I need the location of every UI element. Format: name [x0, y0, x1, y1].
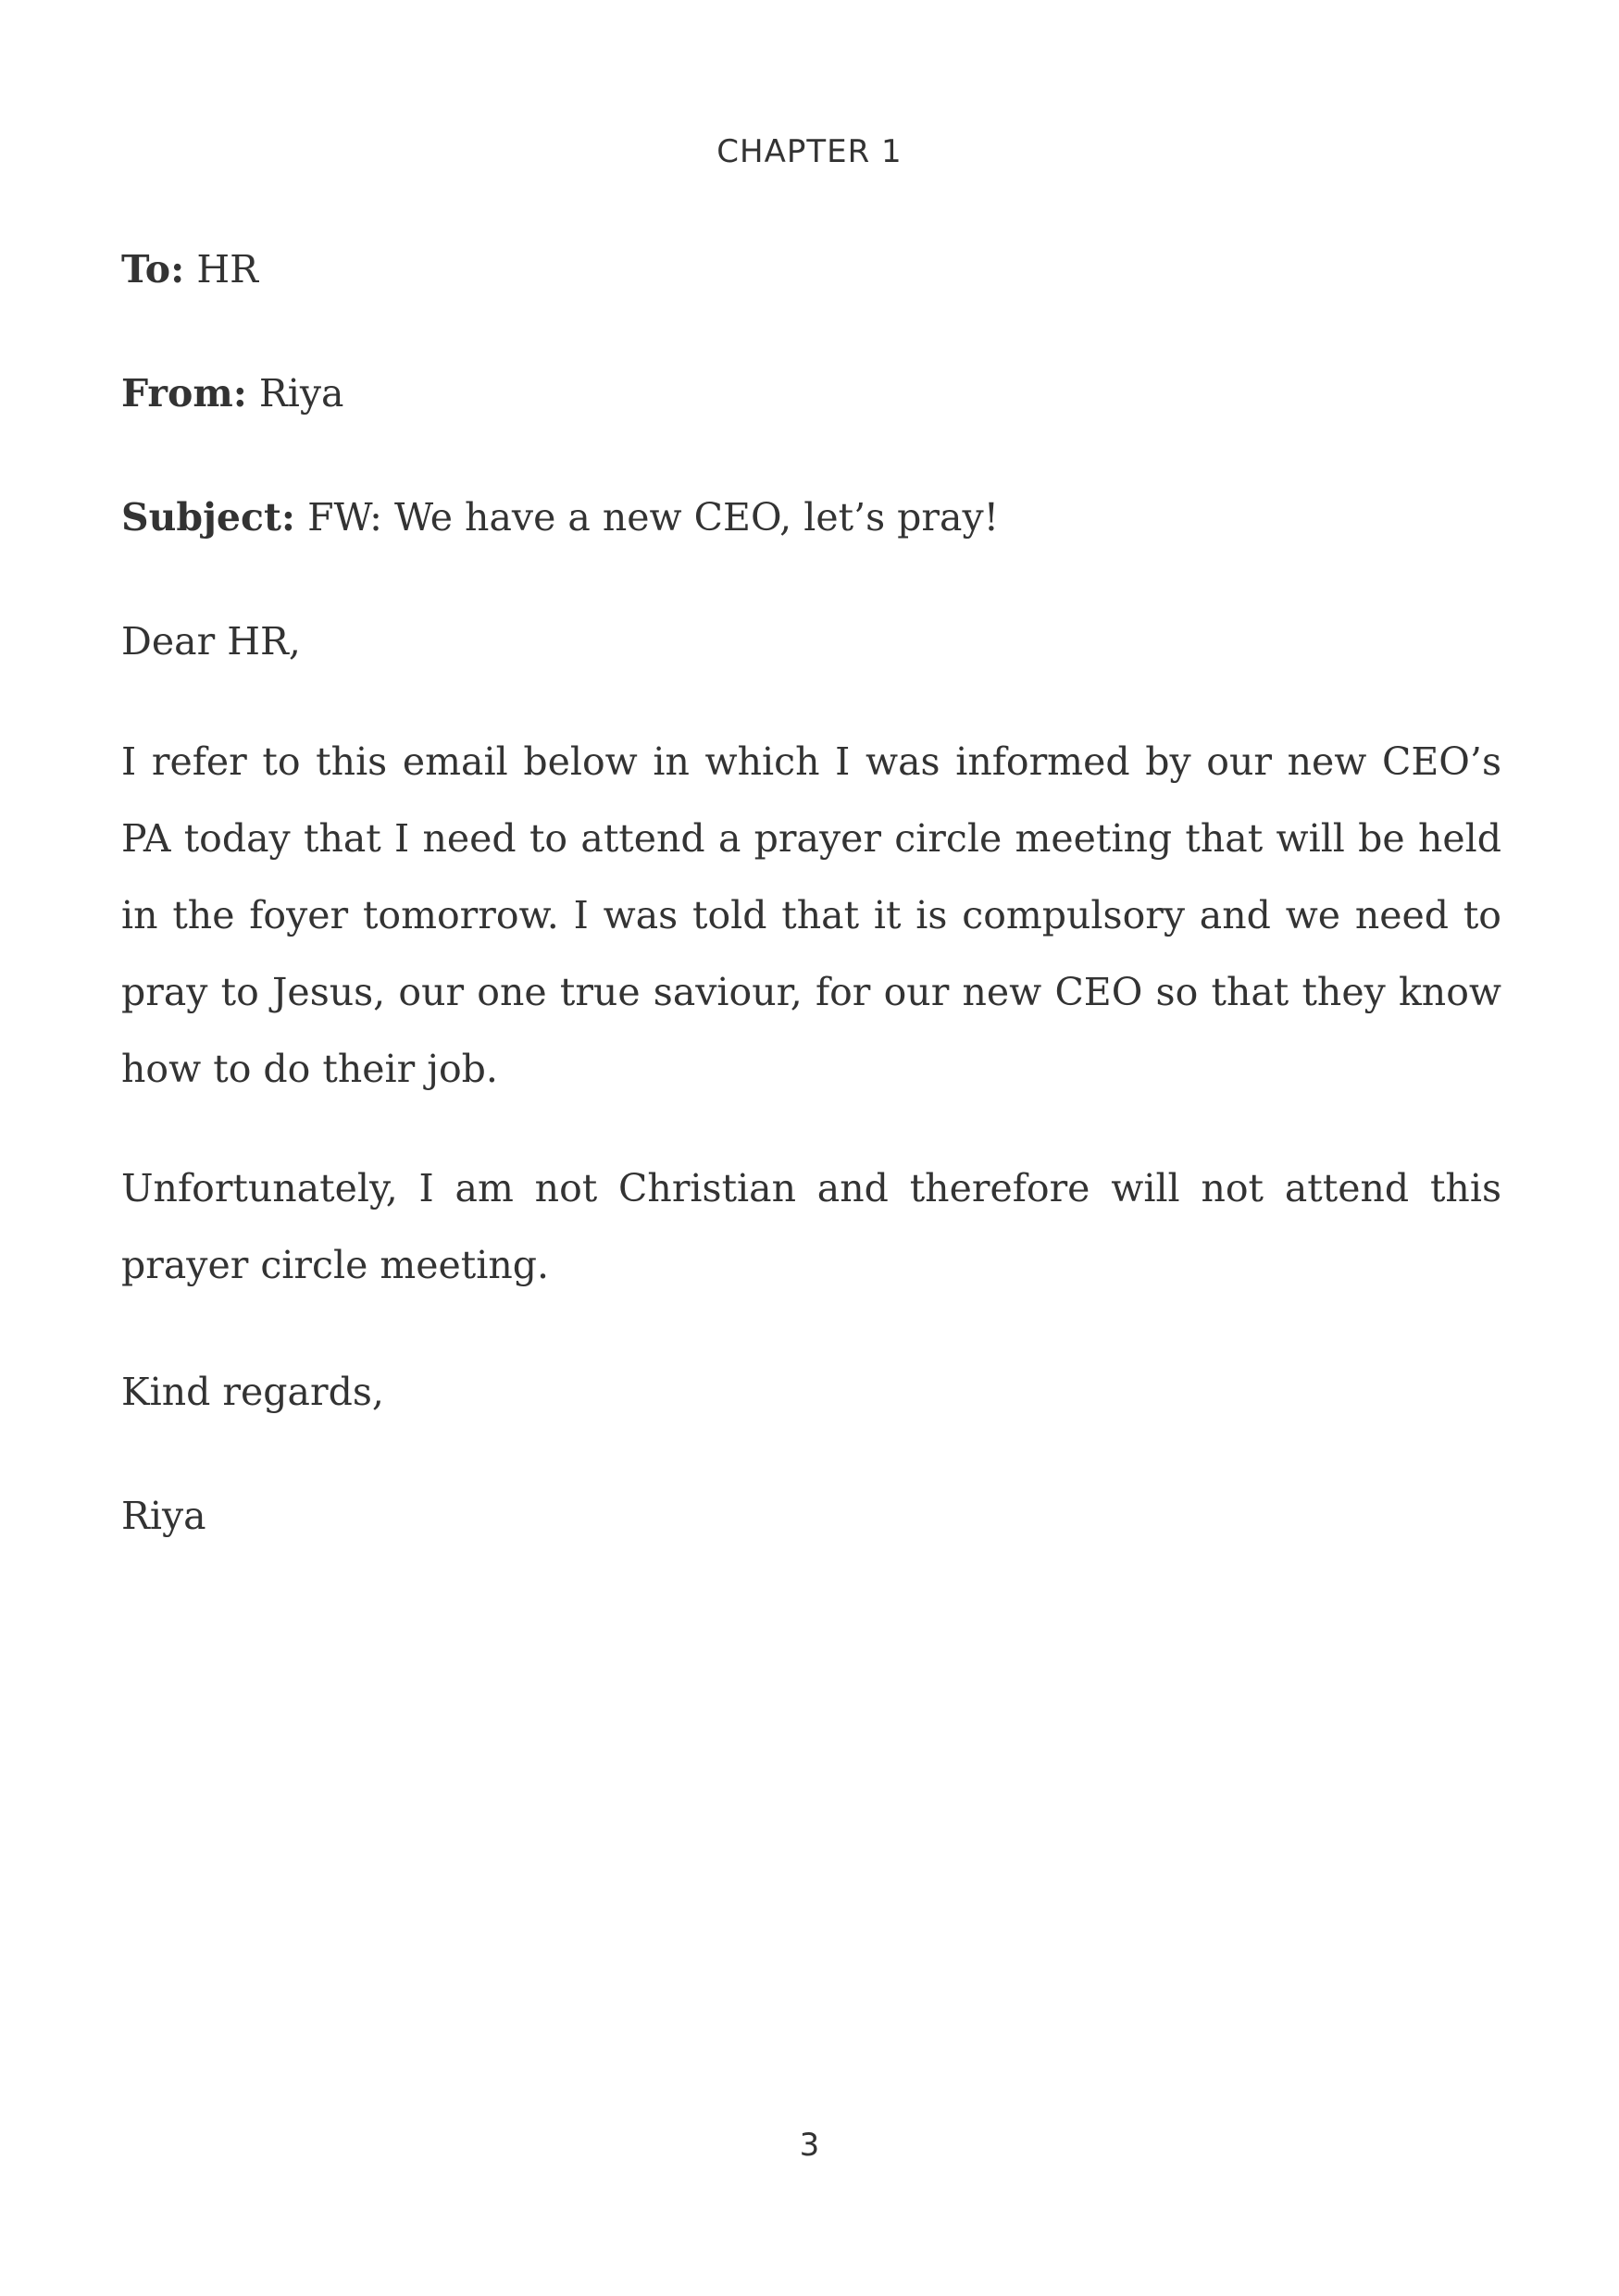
to-value: HR: [196, 247, 258, 292]
subject-label: Subject:: [121, 495, 296, 540]
page-number: 3: [799, 2127, 820, 2164]
salutation: Dear HR,: [121, 619, 301, 664]
paragraph: I refer to this email below in which I was informed by our new CEO’s PA today that I need to attend a prayer circle meeting that will be held in the foyer tomorrow. I was told that it is compulsory and we need to pray to Jesus, our one true saviour, for our new CEO so that they know how to do their job.: [121, 739, 1501, 1091]
signature: Riya: [121, 1494, 206, 1538]
closing: Kind regards,: [121, 1370, 384, 1414]
from-label: From:: [121, 371, 247, 416]
from-value: Riya: [258, 371, 344, 416]
from-line: [121, 366, 344, 421]
chapter-heading: CHAPTER 1: [716, 133, 903, 170]
subject-value: FW: We have a new CEO, let’s pray!: [307, 495, 1000, 540]
paragraph: Unfortunately, I am not Christian and therefore will not attend this prayer circle meeting.: [121, 1166, 1501, 1287]
subject-line: [121, 490, 999, 545]
to-line: [121, 242, 258, 297]
to-label: To:: [121, 247, 185, 292]
